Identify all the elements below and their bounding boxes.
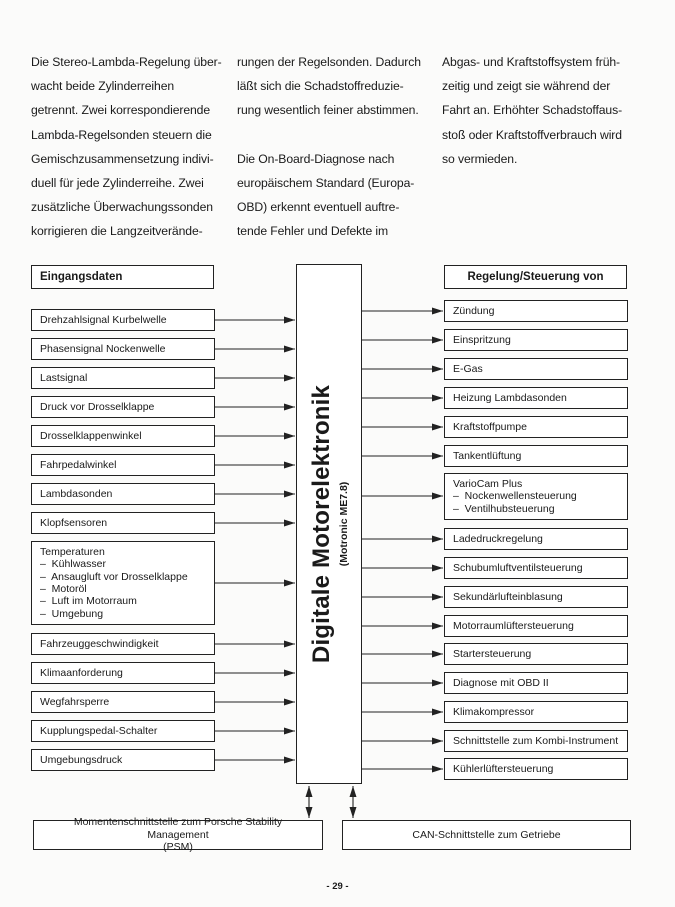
output-box: Zündung: [444, 300, 628, 322]
arrowhead: [284, 375, 295, 382]
page-number: - 29 -: [326, 881, 349, 892]
outputs-header: Regelung/Steuerung von: [444, 265, 627, 289]
arrowhead: [350, 786, 357, 797]
arrowhead: [284, 433, 295, 440]
output-box: Heizung Lambdasonden: [444, 387, 628, 409]
variocam-item: – Ventilhubsteuerung: [453, 502, 555, 515]
center-subtitle: (Motronic ME7.8): [338, 481, 350, 567]
arrowhead: [284, 491, 295, 498]
input-box: Klopfsensoren: [31, 512, 215, 534]
can-interface-box: CAN-Schnittstelle zum Getriebe: [342, 820, 631, 850]
arrowhead: [284, 317, 295, 324]
arrowhead: [432, 738, 443, 745]
arrowhead: [432, 565, 443, 572]
input-box: Drehzahlsignal Kurbelwelle: [31, 309, 215, 331]
output-box: Diagnose mit OBD II: [444, 672, 628, 694]
output-box: Startersteuerung: [444, 643, 628, 665]
input-box: Lastsignal: [31, 367, 215, 389]
variocam-item: – Nockenwellensteuerung: [453, 490, 577, 503]
output-box: Schnittstelle zum Kombi-Instrument: [444, 730, 628, 752]
arrowhead: [284, 462, 295, 469]
input-box: Wegfahrsperre: [31, 691, 215, 713]
arrowhead: [432, 395, 443, 402]
output-box: Kühlerlüftersteuerung: [444, 758, 628, 780]
arrowhead: [284, 641, 295, 648]
temperature-item: – Luft im Motorraum: [40, 595, 137, 608]
input-box: Kupplungspedal-Schalter: [31, 720, 215, 742]
input-box: Phasensignal Nockenwelle: [31, 338, 215, 360]
inputs-header: Eingangsdaten: [31, 265, 214, 289]
output-box: Kraftstoffpumpe: [444, 416, 628, 438]
input-box-temperatures: [31, 541, 215, 625]
arrowhead: [284, 670, 295, 677]
arrowhead: [284, 404, 295, 411]
output-box: Klimakompressor: [444, 701, 628, 723]
input-box: Drosselklappenwinkel: [31, 425, 215, 447]
arrowhead: [284, 757, 295, 764]
arrowhead: [284, 728, 295, 735]
arrowhead: [432, 536, 443, 543]
temperature-item: – Umgebung: [40, 607, 104, 620]
output-box-variocam: [444, 473, 628, 520]
input-box: Fahrzeuggeschwindigkeit: [31, 633, 215, 655]
output-box: Sekundärlufteinblasung: [444, 586, 628, 608]
arrowhead: [432, 337, 443, 344]
arrowhead: [432, 366, 443, 373]
center-title: Digitale Motorelektronik: [308, 384, 335, 664]
arrowhead: [432, 424, 443, 431]
arrowhead: [284, 580, 295, 587]
arrowhead: [350, 807, 357, 818]
arrowhead: [284, 520, 295, 527]
arrowhead: [432, 623, 443, 630]
input-box: Lambdasonden: [31, 483, 215, 505]
output-box: Motorraumlüftersteuerung: [444, 615, 628, 637]
output-box: Einspritzung: [444, 329, 628, 351]
arrowhead: [432, 453, 443, 460]
output-box: E-Gas: [444, 358, 628, 380]
central-control-unit: [296, 264, 362, 784]
output-box: Schubumluftventilsteuerung: [444, 557, 628, 579]
arrowhead: [284, 699, 295, 706]
paragraph: Die On-Board-Diagnose nach europäischem Standard (Europa- OBD) erkennt eventuell auftre- tende Fehler und Defekte im: [237, 151, 415, 239]
psm-interface-box: Momentenschnittstelle zum Porsche Stability Management (PSM): [33, 820, 323, 850]
temperature-label: Temperaturen: [40, 545, 105, 558]
input-box: Druck vor Drosselklappe: [31, 396, 215, 418]
arrowhead: [432, 594, 443, 601]
arrowhead: [284, 346, 295, 353]
arrowhead: [432, 766, 443, 773]
arrowhead: [432, 680, 443, 687]
arrowhead: [432, 709, 443, 716]
input-box: Fahrpedalwinkel: [31, 454, 215, 476]
output-box: Tankentlüftung: [444, 445, 628, 467]
arrowhead: [432, 308, 443, 315]
arrowhead: [306, 786, 313, 797]
paragraph: rungen der Regelsonden. Dadurch läßt sich die Schadstoffreduzie- rung wesentlich feiner abstimmen.: [237, 55, 421, 118]
input-box: Klimaanforderung: [31, 662, 215, 684]
paragraph: Abgas- und Kraftstoffsystem früh- zeitig und zeigt sie während der Fahrt an. Erhöhter Schadstoffaus- stoß oder Kraftstoffverbrauch wird so vermieden.: [442, 55, 623, 166]
variocam-label: VarioCam Plus: [453, 477, 523, 490]
temperature-item: – Kühlwasser: [40, 558, 106, 571]
arrowhead: [432, 493, 443, 500]
temperature-item: – Motoröl: [40, 583, 87, 595]
temperature-item: – Ansaugluft vor Drosselklappe: [40, 570, 188, 583]
paragraph: Die Stereo-Lambda-Regelung über- wacht beide Zylinderreihen getrennt. Zwei korrespondierende Lambda-Regelsonden steuern die Gemischzusammensetzung indivi- duell für jede Zylinderreihe. Zwei zusätzliche Überwachungssonden korrigieren die Langzeitverände-: [31, 55, 222, 239]
arrowhead: [432, 651, 443, 658]
output-box: Ladedruckregelung: [444, 528, 628, 550]
input-box: Umgebungsdruck: [31, 749, 215, 771]
